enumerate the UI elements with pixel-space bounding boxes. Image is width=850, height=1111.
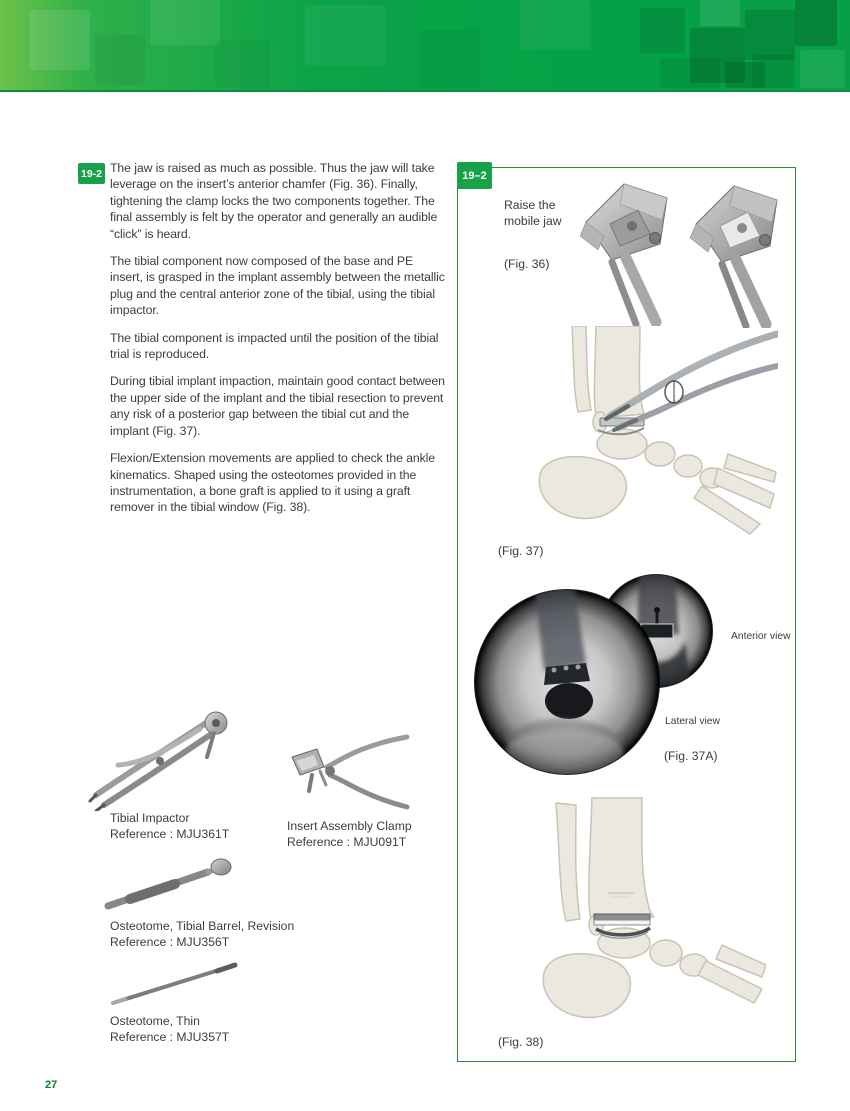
fig37-ankle-illustration <box>488 326 778 541</box>
mosaic-tile <box>745 10 795 60</box>
fig36-clamp-image-left <box>570 178 675 326</box>
fig38-label: (Fig. 38) <box>498 1035 544 1049</box>
fig37a-anterior-view-label: Anterior view <box>731 631 791 642</box>
paragraph: The tibial component now composed of the base and PE insert, is grasped in the implant assembly between the metallic plug and the central anterior zone of the tibial, using the tibial impactor. <box>110 254 445 318</box>
instrument-name: Osteotome, Thin <box>110 1014 200 1028</box>
paragraph: The tibial component is impacted until the position of the tibial trial is reproduced. <box>110 330 439 362</box>
section-badge: 19-2 <box>78 163 105 184</box>
fig36-label: (Fig. 36) <box>504 257 550 271</box>
fig37a-label: (Fig. 37A) <box>664 749 718 763</box>
instrument-caption <box>110 810 229 842</box>
mosaic-tile <box>700 0 740 26</box>
mosaic-tile <box>520 0 590 50</box>
mosaic-tile <box>95 35 145 85</box>
paragraph: During tibial implant impaction, maintain good contact between the upper side of the implant and the tibial resection to prevent any risk of a posterior gap between the tibial cut and the implant (Fig. 37). <box>110 374 445 438</box>
mosaic-tile <box>305 5 385 65</box>
osteotome-tibial-barrel-image <box>100 858 232 912</box>
mosaic-tile <box>752 55 794 88</box>
mosaic-tile <box>150 0 220 45</box>
osteotome-thin-image <box>105 955 245 1011</box>
instrument-reference: Reference : MJU361T <box>110 827 230 841</box>
mosaic-tile <box>420 30 480 88</box>
paragraph: The jaw is raised as much as possible. Thus the jaw will take leverage on the insert’s anterior chamfer (Fig. 36). Finally, tightening the clamp locks the two components together. The final assembly is felt by the operator and generally an audible “click” is heard. <box>110 161 438 241</box>
panel-badge: 19–2 <box>457 162 492 189</box>
instrument-name: Tibial Impactor <box>110 811 190 825</box>
instrument-reference: Reference : MJU357T <box>110 1030 230 1044</box>
insert-assembly-clamp-image <box>282 727 410 815</box>
body-text <box>110 160 448 527</box>
fig37-label: (Fig. 37) <box>498 544 544 558</box>
instrument-name: Insert Assembly Clamp <box>287 819 412 833</box>
instrument-caption <box>110 918 294 950</box>
fig37a-lateral-xray <box>474 589 660 775</box>
fig36-clamp-image-right <box>680 180 785 328</box>
mosaic-tile <box>215 40 270 88</box>
mosaic-tile <box>30 10 90 70</box>
page-number: 27 <box>45 1079 58 1091</box>
lateral-xray-image <box>474 589 660 775</box>
paragraph: Flexion/Extension movements are applied to check the ankle kinematics. Shaped using the osteotomes provided in the instrumentation, a bone graft is applied to it using a graft remover in the tibial window (Fig. 38). <box>110 451 436 515</box>
instrument-name: Osteotome, Tibial Barrel, Revision <box>110 919 295 933</box>
fig36-caption: Raise the mobile jaw <box>504 198 562 228</box>
instrument-reference: Reference : MJU091T <box>287 835 407 849</box>
mosaic-tile <box>795 0 837 46</box>
instrument-reference: Reference : MJU356T <box>110 935 230 949</box>
fig37a-lateral-view-label: Lateral view <box>665 716 720 727</box>
fig38-ankle-implant-illustration <box>496 793 766 1033</box>
mosaic-tile <box>800 50 845 88</box>
instrument-caption <box>110 1013 229 1045</box>
instrument-caption <box>287 818 412 850</box>
figure-panel <box>457 167 796 1062</box>
tibial-impactor-image <box>88 703 243 811</box>
header-band <box>0 0 850 92</box>
mosaic-tile <box>640 8 685 53</box>
